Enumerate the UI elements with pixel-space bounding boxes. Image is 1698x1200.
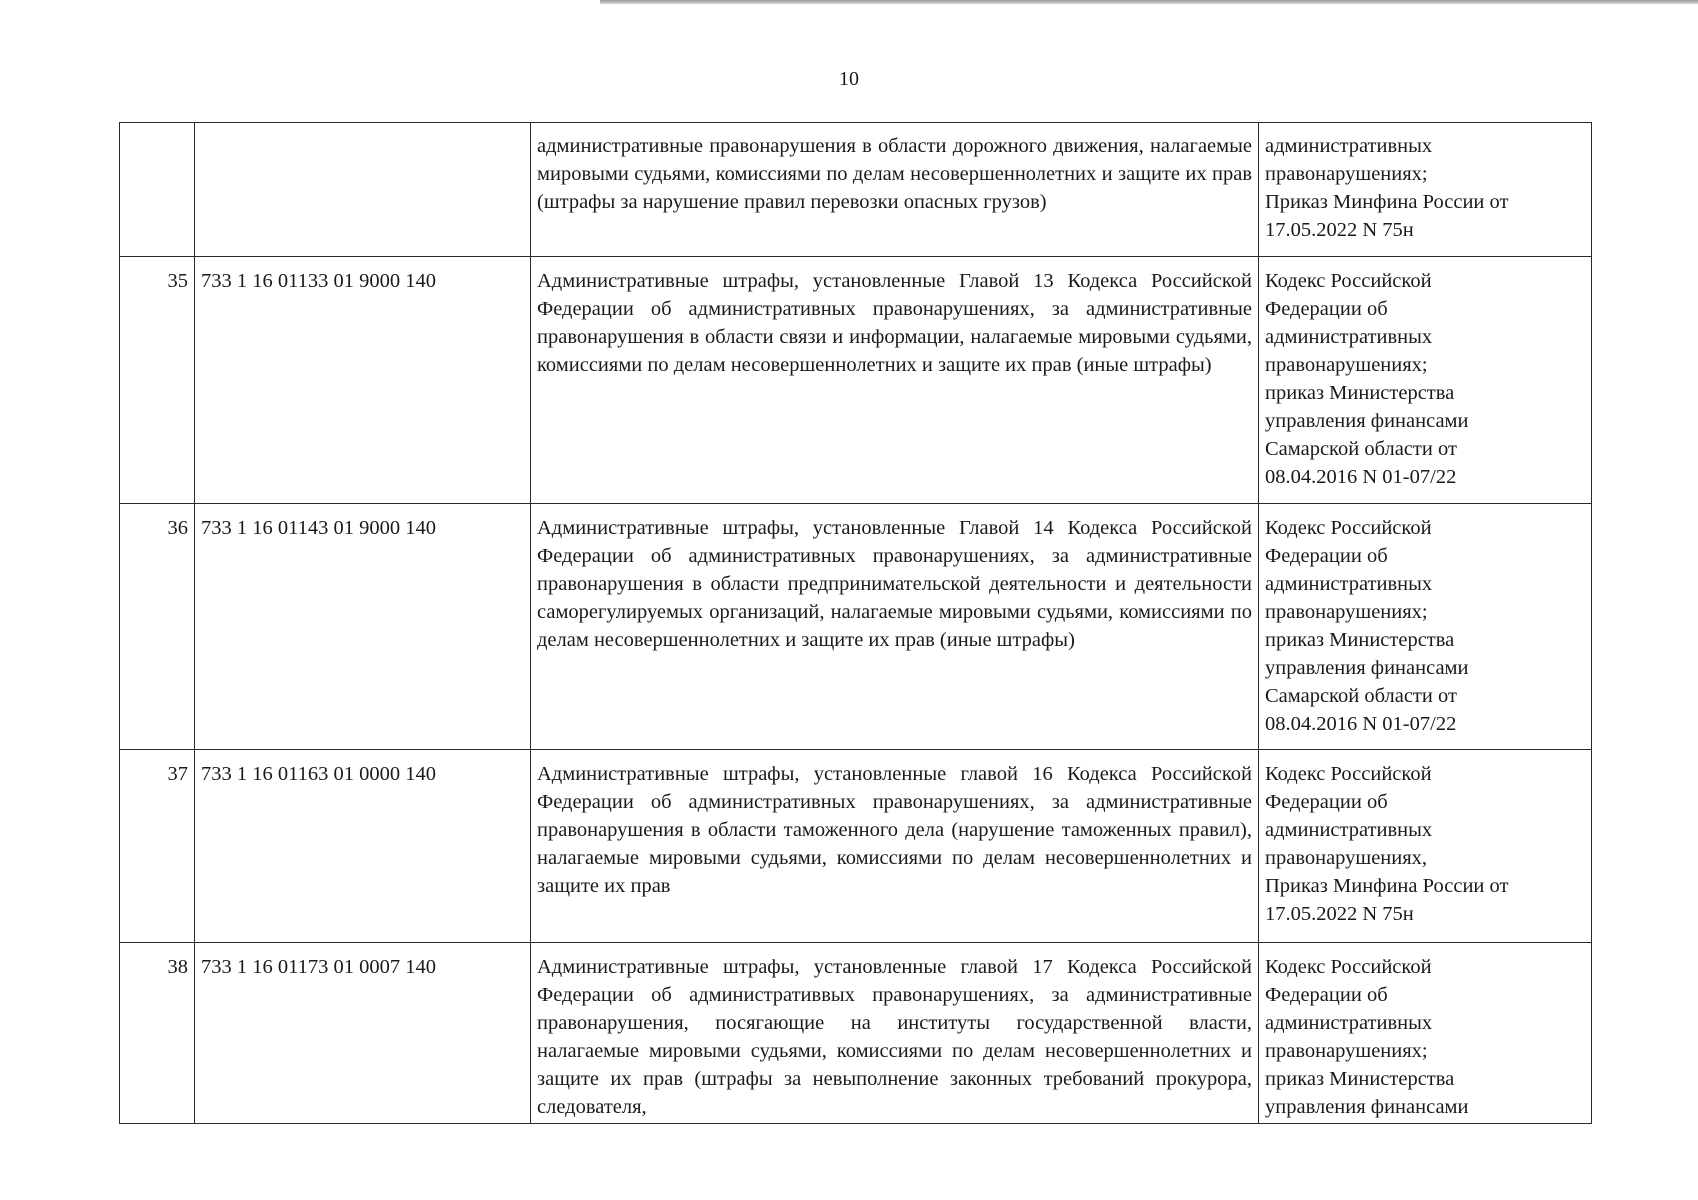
row-number: 37	[120, 750, 195, 943]
legal-basis	[1259, 257, 1592, 504]
legal-basis-text: Кодекс Российской Федерации об административных правонарушениях, Приказ Минфина России от 17.05.2022 N 75н	[1265, 763, 1509, 925]
legal-basis	[1259, 504, 1592, 750]
page-number: 10	[839, 68, 859, 90]
revenue-name	[531, 257, 1259, 504]
budget-classification-code	[195, 123, 531, 257]
scan-edge	[600, 0, 1698, 4]
table-row	[120, 257, 1592, 504]
revenue-name-text: Административные штрафы, установленные главой 17 Кодекса Российской Федерации об административвых правонарушениях, за административные правонарушения, посягающие на институты государственной власти, налагаемые мировыми судьями, комиссиями по делам несовершеннолетних и защите их прав (штрафы за невыполнение законных требований прокурора, следователя,	[537, 956, 1252, 1118]
legal-basis-text: Кодекс Российской Федерации об административных правонарушениях; приказ Министерства управления финансами	[1265, 956, 1469, 1118]
row-number: 35	[120, 257, 195, 504]
budget-classification-code: 733 1 16 01143 01 9000 140	[195, 504, 531, 750]
table-row	[120, 943, 1592, 1124]
row-number: 38	[120, 943, 195, 1124]
revenue-name-text: Административные штрафы, установленные Главой 14 Кодекса Российской Федерации об административных правонарушениях, за административные правонарушения в области предпринимательской деятельности и деятельности саморегулируемых организаций, налагаемые мировыми судьями, комиссиями по делам несовершеннолетних и защите их прав (иные штрафы)	[537, 517, 1252, 651]
legal-basis-text: Кодекс Российской Федерации об административных правонарушениях; приказ Министерства управления финансами Самарской области от 08.04.2016 N 01-07/22	[1265, 517, 1469, 735]
table-row	[120, 750, 1592, 943]
legal-basis-text: административных правонарушениях; Приказ Минфина России от 17.05.2022 N 75н	[1265, 135, 1509, 241]
budget-classification-code: 733 1 16 01133 01 9000 140	[195, 257, 531, 504]
revenue-codes-table	[119, 122, 1592, 1124]
revenue-name	[531, 504, 1259, 750]
table-row	[120, 504, 1592, 750]
budget-classification-code: 733 1 16 01173 01 0007 140	[195, 943, 531, 1124]
revenue-name-text: административные правонарушения в области дорожного движения, налагаемые мировыми судьями, комиссиями по делам несовершеннолетних и защите их прав (штрафы за нарушение правил перевозки опасных грузов)	[537, 135, 1252, 213]
legal-basis	[1259, 123, 1592, 257]
revenue-name	[531, 123, 1259, 257]
revenue-name-text: Административные штрафы, установленные главой 16 Кодекса Российской Федерации об административных правонарушениях, за административные правонарушения в области таможенного дела (нарушение таможенных правил), налагаемые мировыми судьями, комиссиями по делам несовершеннолетних и защите их прав	[537, 763, 1252, 897]
table-row	[120, 123, 1592, 257]
row-number	[120, 123, 195, 257]
row-number: 36	[120, 504, 195, 750]
revenue-name	[531, 943, 1259, 1124]
legal-basis	[1259, 750, 1592, 943]
revenue-name-text: Административные штрафы, установленные Главой 13 Кодекса Российской Федерации об административных правонарушениях, за административные правонарушения в области связи и информации, налагаемые мировыми судьями, комиссиями по делам несовершеннолетних и защите их прав (иные штрафы)	[537, 270, 1252, 376]
budget-classification-code: 733 1 16 01163 01 0000 140	[195, 750, 531, 943]
legal-basis	[1259, 943, 1592, 1124]
revenue-name	[531, 750, 1259, 943]
legal-basis-text: Кодекс Российской Федерации об административных правонарушениях; приказ Министерства управления финансами Самарской области от 08.04.2016 N 01-07/22	[1265, 270, 1469, 488]
